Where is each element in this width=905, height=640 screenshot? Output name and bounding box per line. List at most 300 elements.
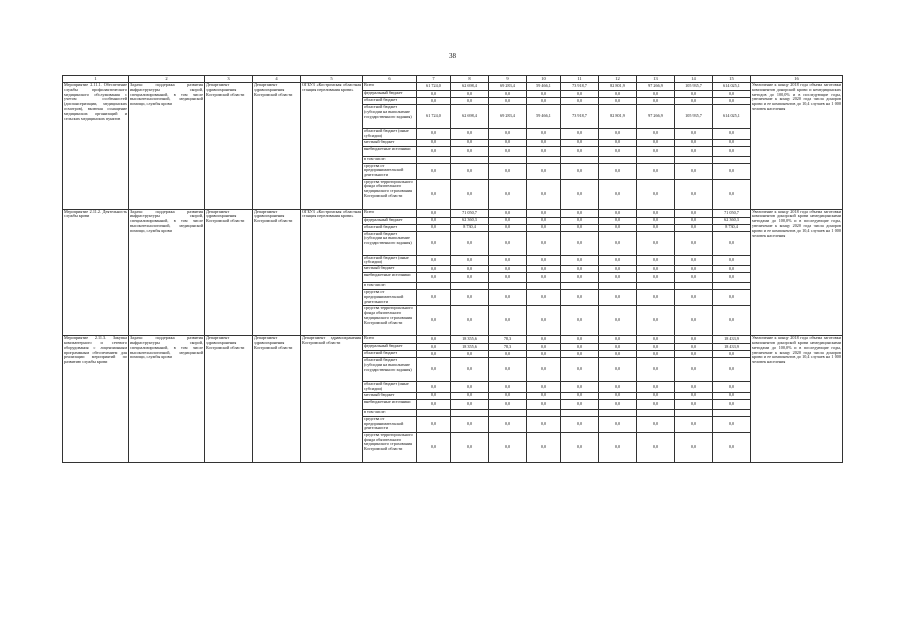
amount-cell: 0,0 xyxy=(561,344,599,351)
amount-cell: 0,0 xyxy=(713,351,751,358)
amount-cell: 0,0 xyxy=(713,416,751,432)
amount-cell: 0,0 xyxy=(561,179,599,209)
column-number: 9 xyxy=(489,76,527,83)
amount-cell: 0,0 xyxy=(637,129,675,140)
amount-cell: 0,0 xyxy=(637,255,675,266)
task-cell: Задача: поддержка развития инфраструктуры скорой, специализированной, в том числе высокотехнологичной, медицинской помощи, службы крови xyxy=(129,336,205,463)
column-number: 13 xyxy=(637,76,675,83)
amount-cell: 0,0 xyxy=(713,231,751,255)
amount-cell: 0,0 xyxy=(417,91,451,98)
amount-cell: 0,0 xyxy=(675,139,713,146)
amount-cell xyxy=(527,283,561,290)
amount-cell: 0,0 xyxy=(489,139,527,146)
amount-cell: 0,0 xyxy=(675,98,713,105)
amount-cell: 0,0 xyxy=(451,163,489,179)
amount-cell: 0,0 xyxy=(675,358,713,382)
funding-source-label: в том числе: xyxy=(363,156,417,163)
expected-result-cell: Увеличение к концу 2018 года объема заготовки компонентов донорской крови и немедицинских методов до 100,0% и в последующие годы, увеличение к концу 2020 года числа доноров крови и ее компонентов до 10,4 случаев на 1 000 человек населения xyxy=(751,83,843,210)
amount-cell: 0,0 xyxy=(599,290,637,306)
amount-cell xyxy=(675,283,713,290)
amount-cell: 0,0 xyxy=(489,98,527,105)
amount-cell: 0,0 xyxy=(713,382,751,393)
amount-cell: 0,0 xyxy=(417,273,451,283)
expected-result-cell: Увеличение к концу 2018 года объема заготовки компонентов донорской крови немедицинскими методами до 100,0% и в последующие годы, увеличение к концу 2020 года числа доноров крови и ее компонентов до 10,4 случаев на 1 000 человек населения xyxy=(751,336,843,463)
funding-source-label: внебюджетные источники xyxy=(363,273,417,283)
funding-source-label: средства от предпринимательской деятельности xyxy=(363,416,417,432)
amount-cell: 0,0 xyxy=(637,416,675,432)
amount-cell: 0,0 xyxy=(675,217,713,224)
amount-cell xyxy=(417,156,451,163)
column-number: 1 xyxy=(63,76,129,83)
amount-cell: 0,0 xyxy=(451,306,489,336)
amount-cell: 71 050,7 xyxy=(451,209,489,217)
amount-cell xyxy=(599,156,637,163)
amount-cell: 0,0 xyxy=(561,358,599,382)
funding-source-label: областной бюджет (иные субсидии) xyxy=(363,255,417,266)
amount-cell: 61 724,0 xyxy=(417,105,451,129)
amount-cell: 0,0 xyxy=(599,266,637,273)
amount-cell xyxy=(417,409,451,416)
amount-cell: 0,0 xyxy=(489,273,527,283)
funding-source-label: областной бюджет (субсидии на выполнение государственного задания) xyxy=(363,105,417,129)
amount-cell: 0,0 xyxy=(675,163,713,179)
amount-cell: 0,0 xyxy=(675,224,713,231)
amount-cell: 0,0 xyxy=(675,306,713,336)
amount-cell: 0,0 xyxy=(675,392,713,399)
amount-cell: 0,0 xyxy=(451,392,489,399)
amount-cell: 0,0 xyxy=(489,399,527,409)
amount-cell: 0,0 xyxy=(451,98,489,105)
amount-cell: 0,0 xyxy=(675,179,713,209)
amount-cell: 0,0 xyxy=(451,179,489,209)
amount-cell: 0,0 xyxy=(713,139,751,146)
amount-cell: 0,0 xyxy=(451,129,489,140)
amount-cell: 0,0 xyxy=(527,231,561,255)
funding-source-label: областной бюджет (субсидии на выполнение государственного задания) xyxy=(363,231,417,255)
executor-cell: Департамент здравоохранения Костромской области xyxy=(205,209,253,336)
amount-cell: 0,0 xyxy=(675,432,713,462)
expected-result-cell: Увеличение к концу 2018 года объема заготовки компонентов донорской крови немедицинскими методами до 100,0% и в последующие годы, увеличение к концу 2020 года числа доноров крови и ее компонентов до 10,4 случаев на 1 000 человек населения xyxy=(751,209,843,336)
amount-cell: 0,0 xyxy=(637,139,675,146)
amount-cell: 0,0 xyxy=(637,336,675,344)
amount-cell: 0,0 xyxy=(451,382,489,393)
amount-cell: 0,0 xyxy=(489,224,527,231)
amount-cell: 0,0 xyxy=(527,392,561,399)
amount-cell: 0,0 xyxy=(561,290,599,306)
table-header-row xyxy=(63,76,843,83)
amount-cell: 0,0 xyxy=(451,266,489,273)
amount-cell: 62 698,4 xyxy=(451,105,489,129)
amount-cell: 0,0 xyxy=(675,129,713,140)
amount-cell: 0,0 xyxy=(527,139,561,146)
amount-cell: 0,0 xyxy=(417,382,451,393)
column-number: 10 xyxy=(527,76,561,83)
amount-cell: 0,0 xyxy=(451,290,489,306)
amount-cell: 0,0 xyxy=(675,91,713,98)
funding-source-label: Всего xyxy=(363,209,417,217)
amount-cell: 0,0 xyxy=(637,358,675,382)
amount-cell: 78,3 xyxy=(489,336,527,344)
funding-source-label: областной бюджет (иные субсидии) xyxy=(363,382,417,393)
amount-cell: 61 724,0 xyxy=(417,83,451,91)
amount-cell: 69 283,4 xyxy=(489,83,527,91)
amount-cell xyxy=(599,409,637,416)
amount-cell: 105 935,7 xyxy=(675,83,713,91)
funding-source-label: в том числе: xyxy=(363,409,417,416)
amount-cell: 0,0 xyxy=(561,209,599,217)
amount-cell: 0,0 xyxy=(675,266,713,273)
amount-cell: 0,0 xyxy=(561,224,599,231)
table-row xyxy=(63,83,843,91)
amount-cell: 0,0 xyxy=(637,273,675,283)
amount-cell: 0,0 xyxy=(713,432,751,462)
amount-cell: 0,0 xyxy=(489,217,527,224)
task-cell: Задача: поддержка развития инфраструктуры скорой, специализированной, в том числе высокотехнологичной, медицинской помощи, службы крови xyxy=(129,209,205,336)
amount-cell: 62 698,4 xyxy=(451,83,489,91)
amount-cell: 0,0 xyxy=(451,416,489,432)
amount-cell: 0,0 xyxy=(713,273,751,283)
amount-cell: 0,0 xyxy=(417,224,451,231)
amount-cell: 0,0 xyxy=(599,98,637,105)
amount-cell: 0,0 xyxy=(489,351,527,358)
amount-cell: 0,0 xyxy=(637,432,675,462)
amount-cell: 0,0 xyxy=(561,266,599,273)
amount-cell: 0,0 xyxy=(599,382,637,393)
amount-cell: 0,0 xyxy=(417,290,451,306)
amount-cell: 0,0 xyxy=(599,416,637,432)
amount-cell: 0,0 xyxy=(637,91,675,98)
column-number: 6 xyxy=(363,76,417,83)
amount-cell: 0,0 xyxy=(675,351,713,358)
column-number: 3 xyxy=(205,76,253,83)
amount-cell xyxy=(561,409,599,416)
amount-cell: 0,0 xyxy=(637,224,675,231)
amount-cell: 0,0 xyxy=(637,98,675,105)
amount-cell xyxy=(599,283,637,290)
amount-cell xyxy=(637,156,675,163)
amount-cell: 0,0 xyxy=(527,91,561,98)
amount-cell: 18 433,9 xyxy=(713,336,751,344)
amount-cell: 0,0 xyxy=(417,179,451,209)
coordinator-cell: Департамент здравоохранения Костромской области xyxy=(253,83,301,210)
amount-cell: 0,0 xyxy=(417,266,451,273)
amount-cell: 0,0 xyxy=(417,217,451,224)
funding-source-label: средства территориального фонда обязательного медицинского страхования Костромской области xyxy=(363,306,417,336)
amount-cell: 0,0 xyxy=(489,416,527,432)
amount-cell: 0,0 xyxy=(417,344,451,351)
amount-cell: 0,0 xyxy=(561,392,599,399)
column-number: 4 xyxy=(253,76,301,83)
amount-cell: 62 360,3 xyxy=(713,217,751,224)
amount-cell: 0,0 xyxy=(599,399,637,409)
amount-cell xyxy=(451,283,489,290)
amount-cell: 0,0 xyxy=(417,358,451,382)
amount-cell: 0,0 xyxy=(417,255,451,266)
coordinator-cell: Департамент здравоохранения Костромской области xyxy=(253,209,301,336)
column-number: 12 xyxy=(599,76,637,83)
amount-cell: 0,0 xyxy=(561,98,599,105)
amount-cell: 0,0 xyxy=(489,209,527,217)
amount-cell: 0,0 xyxy=(599,432,637,462)
amount-cell: 614 025,1 xyxy=(713,83,751,91)
amount-cell: 0,0 xyxy=(561,416,599,432)
amount-cell: 0,0 xyxy=(637,266,675,273)
amount-cell: 0,0 xyxy=(417,392,451,399)
amount-cell xyxy=(713,283,751,290)
amount-cell: 78,3 xyxy=(489,344,527,351)
amount-cell: 0,0 xyxy=(599,139,637,146)
amount-cell: 0,0 xyxy=(599,129,637,140)
amount-cell: 0,0 xyxy=(637,146,675,156)
amount-cell: 0,0 xyxy=(489,358,527,382)
executor-cell: Департамент здравоохранения Костромской области xyxy=(205,83,253,210)
amount-cell: 0,0 xyxy=(527,273,561,283)
amount-cell: 0,0 xyxy=(675,336,713,344)
amount-cell: 0,0 xyxy=(527,146,561,156)
amount-cell: 0,0 xyxy=(417,336,451,344)
amount-cell xyxy=(527,156,561,163)
amount-cell: 0,0 xyxy=(417,231,451,255)
amount-cell: 69 283,4 xyxy=(489,105,527,129)
column-number: 11 xyxy=(561,76,599,83)
amount-cell xyxy=(417,283,451,290)
page-number: 38 xyxy=(449,52,456,60)
amount-cell: 0,0 xyxy=(527,416,561,432)
amount-cell: 0,0 xyxy=(527,129,561,140)
amount-cell: 0,0 xyxy=(713,266,751,273)
funding-source-label: областной бюджет xyxy=(363,351,417,358)
amount-cell: 0,0 xyxy=(417,129,451,140)
amount-cell xyxy=(637,409,675,416)
amount-cell: 0,0 xyxy=(637,344,675,351)
amount-cell xyxy=(561,283,599,290)
amount-cell: 0,0 xyxy=(675,344,713,351)
funding-source-label: местный бюджет xyxy=(363,266,417,273)
amount-cell: 0,0 xyxy=(599,209,637,217)
column-number: 7 xyxy=(417,76,451,83)
funding-source-label: средства от предпринимательской деятельности xyxy=(363,290,417,306)
amount-cell: 0,0 xyxy=(489,382,527,393)
funding-source-label: Всего xyxy=(363,83,417,91)
amount-cell: 0,0 xyxy=(527,224,561,231)
amount-cell: 0,0 xyxy=(561,351,599,358)
amount-cell: 0,0 xyxy=(637,209,675,217)
participant-cell: ОГБУЗ «Костромская областная станция переливания крови» xyxy=(301,209,363,336)
amount-cell: 0,0 xyxy=(561,146,599,156)
amount-cell: 0,0 xyxy=(713,146,751,156)
amount-cell: 82 801,9 xyxy=(599,83,637,91)
funding-source-label: внебюджетные источники xyxy=(363,146,417,156)
amount-cell: 0,0 xyxy=(713,91,751,98)
coordinator-cell: Департамент здравоохранения Костромской области xyxy=(253,336,301,463)
amount-cell xyxy=(561,156,599,163)
amount-cell: 0,0 xyxy=(527,351,561,358)
amount-cell: 0,0 xyxy=(489,231,527,255)
amount-cell: 0,0 xyxy=(451,358,489,382)
column-number: 14 xyxy=(675,76,713,83)
funding-source-label: областной бюджет xyxy=(363,224,417,231)
amount-cell: 0,0 xyxy=(527,344,561,351)
amount-cell: 8 730,4 xyxy=(713,224,751,231)
task-cell: Задача: поддержка развития инфраструктуры скорой, специализированной, в том числе высокотехнологичной, медицинской помощи, службы крови xyxy=(129,83,205,210)
amount-cell: 0,0 xyxy=(527,358,561,382)
amount-cell xyxy=(675,156,713,163)
amount-cell: 0,0 xyxy=(637,231,675,255)
amount-cell: 0,0 xyxy=(599,179,637,209)
amount-cell: 0,0 xyxy=(561,129,599,140)
executor-cell: Департамент здравоохранения Костромской области xyxy=(205,336,253,463)
amount-cell: 0,0 xyxy=(417,98,451,105)
amount-cell: 0,0 xyxy=(417,416,451,432)
amount-cell: 0,0 xyxy=(489,306,527,336)
funding-source-label: средства от предпринимательской деятельности xyxy=(363,163,417,179)
amount-cell xyxy=(713,409,751,416)
amount-cell: 0,0 xyxy=(599,224,637,231)
amount-cell: 0,0 xyxy=(561,139,599,146)
amount-cell: 18 355,6 xyxy=(451,344,489,351)
amount-cell: 614 025,1 xyxy=(713,105,751,129)
amount-cell: 0,0 xyxy=(489,290,527,306)
amount-cell: 105 935,7 xyxy=(675,105,713,129)
measure-cell: Мероприятие 2.11.2. Деятельность службы крови xyxy=(63,209,129,336)
amount-cell: 0,0 xyxy=(637,306,675,336)
amount-cell: 0,0 xyxy=(637,392,675,399)
funding-source-label: федеральный бюджет xyxy=(363,217,417,224)
amount-cell: 0,0 xyxy=(527,98,561,105)
amount-cell: 0,0 xyxy=(451,139,489,146)
amount-cell: 0,0 xyxy=(675,146,713,156)
amount-cell: 0,0 xyxy=(417,399,451,409)
amount-cell xyxy=(489,409,527,416)
amount-cell: 0,0 xyxy=(637,382,675,393)
funding-source-label: областной бюджет xyxy=(363,98,417,105)
amount-cell: 0,0 xyxy=(489,255,527,266)
amount-cell: 0,0 xyxy=(675,231,713,255)
table-row xyxy=(63,209,843,217)
amount-cell: 0,0 xyxy=(599,273,637,283)
amount-cell: 0,0 xyxy=(599,392,637,399)
amount-cell: 0,0 xyxy=(599,358,637,382)
amount-cell: 82 801,9 xyxy=(599,105,637,129)
amount-cell: 0,0 xyxy=(451,146,489,156)
amount-cell: 0,0 xyxy=(713,129,751,140)
amount-cell: 0,0 xyxy=(417,139,451,146)
amount-cell: 0,0 xyxy=(527,163,561,179)
amount-cell: 0,0 xyxy=(451,399,489,409)
funding-source-label: средства территориального фонда обязательного медицинского страхования Костромской области xyxy=(363,432,417,462)
amount-cell: 0,0 xyxy=(417,209,451,217)
amount-cell xyxy=(637,283,675,290)
amount-cell: 0,0 xyxy=(489,266,527,273)
amount-cell xyxy=(489,156,527,163)
amount-cell: 0,0 xyxy=(713,399,751,409)
amount-cell: 0,0 xyxy=(417,306,451,336)
amount-cell xyxy=(713,156,751,163)
amount-cell: 0,0 xyxy=(417,432,451,462)
amount-cell: 0,0 xyxy=(637,351,675,358)
amount-cell: 0,0 xyxy=(713,179,751,209)
amount-cell xyxy=(527,409,561,416)
amount-cell: 0,0 xyxy=(451,432,489,462)
amount-cell: 0,0 xyxy=(451,255,489,266)
amount-cell: 0,0 xyxy=(451,351,489,358)
amount-cell: 73 918,7 xyxy=(561,83,599,91)
amount-cell xyxy=(489,283,527,290)
funding-source-label: федеральный бюджет xyxy=(363,91,417,98)
amount-cell: 0,0 xyxy=(713,358,751,382)
amount-cell: 0,0 xyxy=(599,306,637,336)
amount-cell: 0,0 xyxy=(561,91,599,98)
amount-cell: 59 466,1 xyxy=(527,105,561,129)
amount-cell: 0,0 xyxy=(713,306,751,336)
amount-cell: 0,0 xyxy=(489,146,527,156)
amount-cell: 0,0 xyxy=(599,91,637,98)
amount-cell: 0,0 xyxy=(527,336,561,344)
amount-cell: 0,0 xyxy=(713,163,751,179)
amount-cell: 8 730,4 xyxy=(451,224,489,231)
amount-cell: 0,0 xyxy=(675,382,713,393)
amount-cell: 0,0 xyxy=(527,209,561,217)
amount-cell: 0,0 xyxy=(451,91,489,98)
amount-cell: 0,0 xyxy=(489,392,527,399)
funding-source-label: местный бюджет xyxy=(363,392,417,399)
amount-cell: 59 466,1 xyxy=(527,83,561,91)
amount-cell: 18 355,6 xyxy=(451,336,489,344)
amount-cell: 62 360,3 xyxy=(451,217,489,224)
amount-cell: 0,0 xyxy=(561,231,599,255)
amount-cell: 0,0 xyxy=(527,382,561,393)
amount-cell: 0,0 xyxy=(489,129,527,140)
amount-cell: 0,0 xyxy=(599,163,637,179)
amount-cell: 0,0 xyxy=(527,399,561,409)
amount-cell: 0,0 xyxy=(675,273,713,283)
amount-cell: 18 433,9 xyxy=(713,344,751,351)
amount-cell: 0,0 xyxy=(713,98,751,105)
amount-cell: 0,0 xyxy=(527,217,561,224)
amount-cell: 0,0 xyxy=(599,231,637,255)
amount-cell: 0,0 xyxy=(599,344,637,351)
amount-cell: 0,0 xyxy=(675,209,713,217)
column-number: 16 xyxy=(751,76,843,83)
funding-source-label: средства территориального фонда обязательного медицинского страхования Костромской области xyxy=(363,179,417,209)
participant-cell: Департамент здравоохранения Костромской области xyxy=(301,336,363,463)
amount-cell: 73 918,7 xyxy=(561,105,599,129)
amount-cell: 0,0 xyxy=(637,163,675,179)
amount-cell: 0,0 xyxy=(713,255,751,266)
amount-cell: 0,0 xyxy=(713,392,751,399)
amount-cell: 0,0 xyxy=(675,290,713,306)
amount-cell: 0,0 xyxy=(675,399,713,409)
amount-cell: 0,0 xyxy=(599,255,637,266)
table-row xyxy=(63,336,843,344)
amount-cell: 0,0 xyxy=(527,255,561,266)
amount-cell: 0,0 xyxy=(637,179,675,209)
funding-source-label: в том числе: xyxy=(363,283,417,290)
amount-cell: 0,0 xyxy=(599,217,637,224)
amount-cell: 0,0 xyxy=(561,163,599,179)
measure-cell: Мероприятие 2.11.3. Закупка компьютерного и сетевого оборудования с лицензионным программным обеспечением для реализации мероприятий по развитию службы крови xyxy=(63,336,129,463)
amount-cell: 0,0 xyxy=(599,146,637,156)
amount-cell: 0,0 xyxy=(599,336,637,344)
amount-cell: 0,0 xyxy=(561,432,599,462)
amount-cell: 0,0 xyxy=(527,432,561,462)
amount-cell: 0,0 xyxy=(489,91,527,98)
program-table xyxy=(62,75,843,463)
amount-cell: 97 266,9 xyxy=(637,83,675,91)
column-number: 2 xyxy=(129,76,205,83)
amount-cell: 0,0 xyxy=(527,179,561,209)
amount-cell: 0,0 xyxy=(489,163,527,179)
